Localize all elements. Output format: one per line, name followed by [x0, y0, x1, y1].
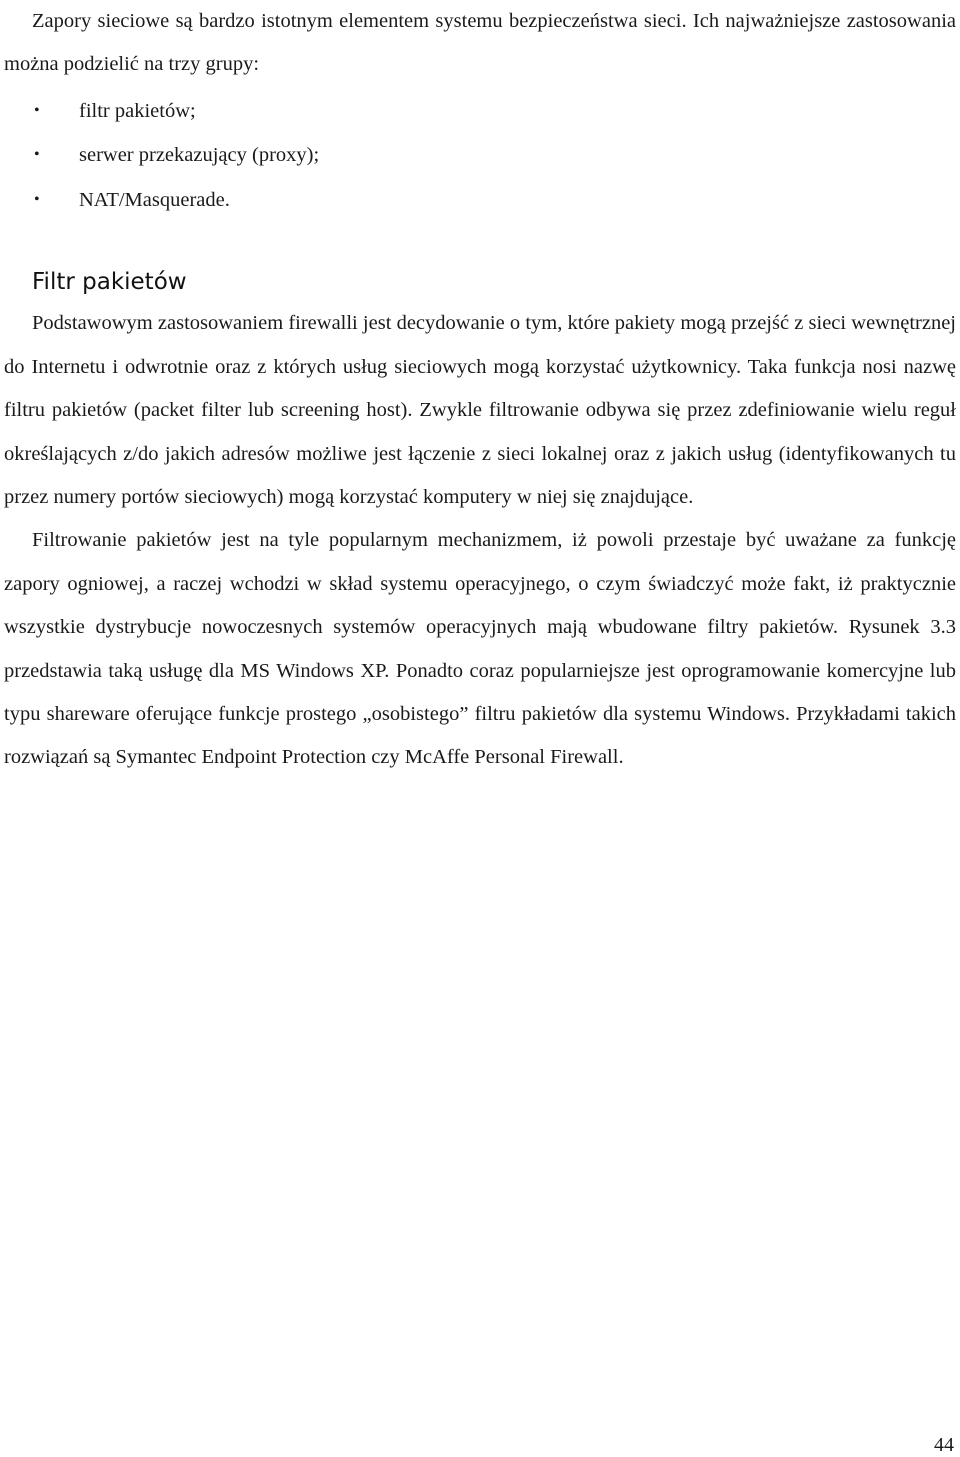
list-item-text: serwer przekazujący (proxy);	[79, 144, 320, 167]
bullet-icon: •	[34, 190, 40, 208]
list-item-text: filtr pakietów;	[79, 99, 196, 122]
page-number: 44	[934, 1434, 954, 1456]
section-paragraph-1: Podstawowym zastosowaniem firewalli jest decydowanie o tym, które pakiety mogą przejść z sieci wewnętrznej do Internetu i odwrotnie oraz z których usług sieciowych mogą korzystać użytkownicy. Taka funkcja nosi nazwę filtru pakietów (packet filter lub screening host). Zwykle filtrowanie odbywa się przez zdefiniowanie wielu reguł określających z/do jakich adresów możliwe jest łączenie z sieci lokalnej oraz z jakich usług (identyfikowanych tu przez numery portów sieciowych) mogą korzystać komputery w niej się znajdujące.	[4, 312, 956, 508]
bullet-icon: •	[34, 101, 40, 119]
list-item	[4, 89, 956, 134]
document-page	[4, 0, 956, 780]
list-item-text: NAT/Masquerade.	[79, 188, 230, 211]
list-item	[4, 133, 956, 178]
packet-filter-section	[4, 260, 956, 779]
section-heading: Filtr pakietów	[32, 269, 187, 296]
bullet-icon: •	[34, 146, 40, 164]
list-item	[4, 178, 956, 223]
intro-paragraph: Zapory sieciowe są bardzo istotnym elementem systemu bezpieczeństwa sieci. Ich najważniejsze zastosowania można podzielić na trzy grupy:	[4, 10, 956, 76]
section-paragraph-2: Filtrowanie pakietów jest na tyle popularnym mechanizmem, iż powoli przestaje być uważane za funkcję zapory ogniowej, a raczej wchodzi w skład systemu operacyjnego, o czym świadczyć może fakt, iż praktycznie wszystkie dystrybucje nowoczesnych systemów operacyjnych mają wbudowane filtry pakietów. Rysunek 3.3 przedstawia taką usługę dla MS Windows XP. Ponadto coraz popularniejsze jest oprogramowanie komercyjne lub typu shareware oferujące funkcje prostego „osobistego” filtru pakietów dla systemu Windows. Przykładami takich rozwiązań są Symantec Endpoint Protection czy McAffe Personal Firewall.	[4, 529, 956, 769]
applications-list	[4, 89, 956, 223]
